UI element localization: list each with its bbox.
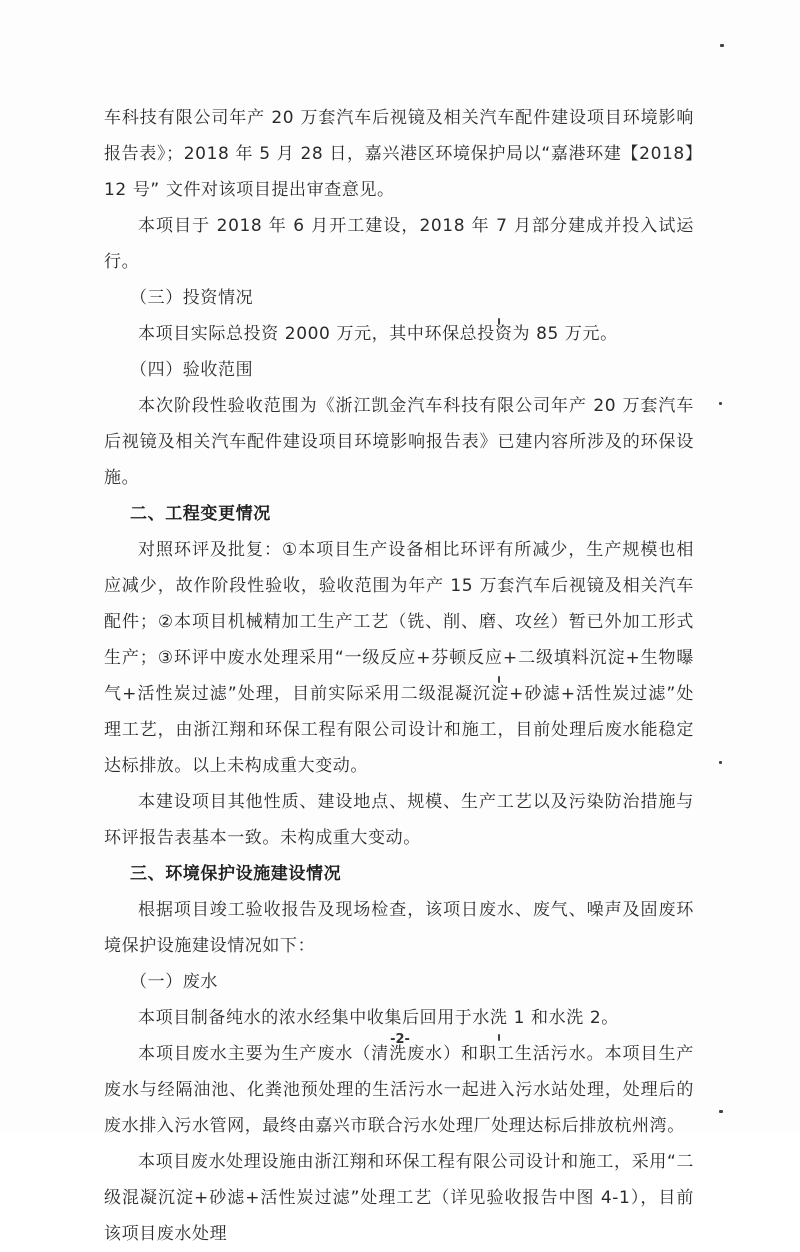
subheading-acceptance-scope: （四）验收范围: [130, 360, 254, 380]
paragraph: 本建设项目其他性质、建设地点、规模、生产工艺以及污染防治措施与环评报告表基本一致。未构成重大变动。: [104, 792, 694, 848]
subheading-investment: （三）投资情况: [130, 288, 254, 308]
scan-speck: [720, 44, 724, 47]
page-number: -2-: [390, 1032, 410, 1047]
scan-speck: [719, 1110, 723, 1113]
scan-speck: [719, 402, 722, 405]
scan-speck: [719, 761, 722, 764]
subheading-wastewater: （一）废水: [130, 972, 218, 992]
paragraph: 本项目制备纯水的浓水经集中收集后回用于水洗 1 和水洗 2。: [138, 1008, 619, 1028]
paragraph: 本项目实际总投资 2000 万元，其中环保总投资为 85 万元。: [138, 324, 618, 344]
heading-engineering-changes: 二、工程变更情况: [130, 504, 271, 524]
paragraph: 本项目于 2018 年 6 月开工建设，2018 年 7 月部分建成并投入试运行。: [104, 216, 694, 272]
document-body: [104, 100, 694, 1252]
paragraph: 根据项目竣工验收报告及现场检查，该项日废水、废气、噪声及固废环境保护设施建设情况如下：: [104, 900, 694, 956]
paragraph: 本项目废水处理设施由浙江翔和环保工程有限公司设计和施工，采用“二级混凝沉淀+砂滤+活性炭过滤”处理工艺（详见验收报告中图 4-1），目前该项目废水处理: [104, 1152, 694, 1244]
heading-environmental-facilities: 三、环境保护设施建设情况: [130, 864, 342, 884]
paragraph: 对照环评及批复：①本项目生产设备相比环评有所减少，生产规模也相应减少，故作阶段性验收，验收范围为年产 15 万套汽车后视镜及相关汽车配件；②本项目机械精加工生产工艺（铣、削、磨、攻丝）暂已外加工形式生产；③环评中废水处理采用“一级反应+芬顿反应+二级填料沉淀+生物曝气+活性炭过滤”处理，目前实际采用二级混凝沉淀+砂滤+活性炭过滤”处理工艺，由浙江翔和环保工程有限公司设计和施工，目前处理后废水能稳定达标排放。以上未构成重大变动。: [104, 540, 694, 776]
paragraph: 本项目废水主要为生产废水（清洗废水）和职工生活污水。本项目生产废水与经隔油池、化粪池预处理的生活污水一起进入污水站处理，处理后的废水排入污水管网，最终由嘉兴市联合污水处理厂处理达标后排放杭州湾。: [104, 1044, 694, 1136]
paragraph: 本次阶段性验收范围为《浙江凯金汽车科技有限公司年产 20 万套汽车后视镜及相关汽车配件建设项目环境影响报告表》已建内容所涉及的环保设施。: [104, 396, 694, 488]
paragraph-continuation: 车科技有限公司年产 20 万套汽车后视镜及相关汽车配件建设项目环境影响报告表》；2018 年 5 月 28 日，嘉兴港区环境保护局以“嘉港环建【2018】12 号” 文件对该项目提出审查意见。: [104, 108, 694, 200]
